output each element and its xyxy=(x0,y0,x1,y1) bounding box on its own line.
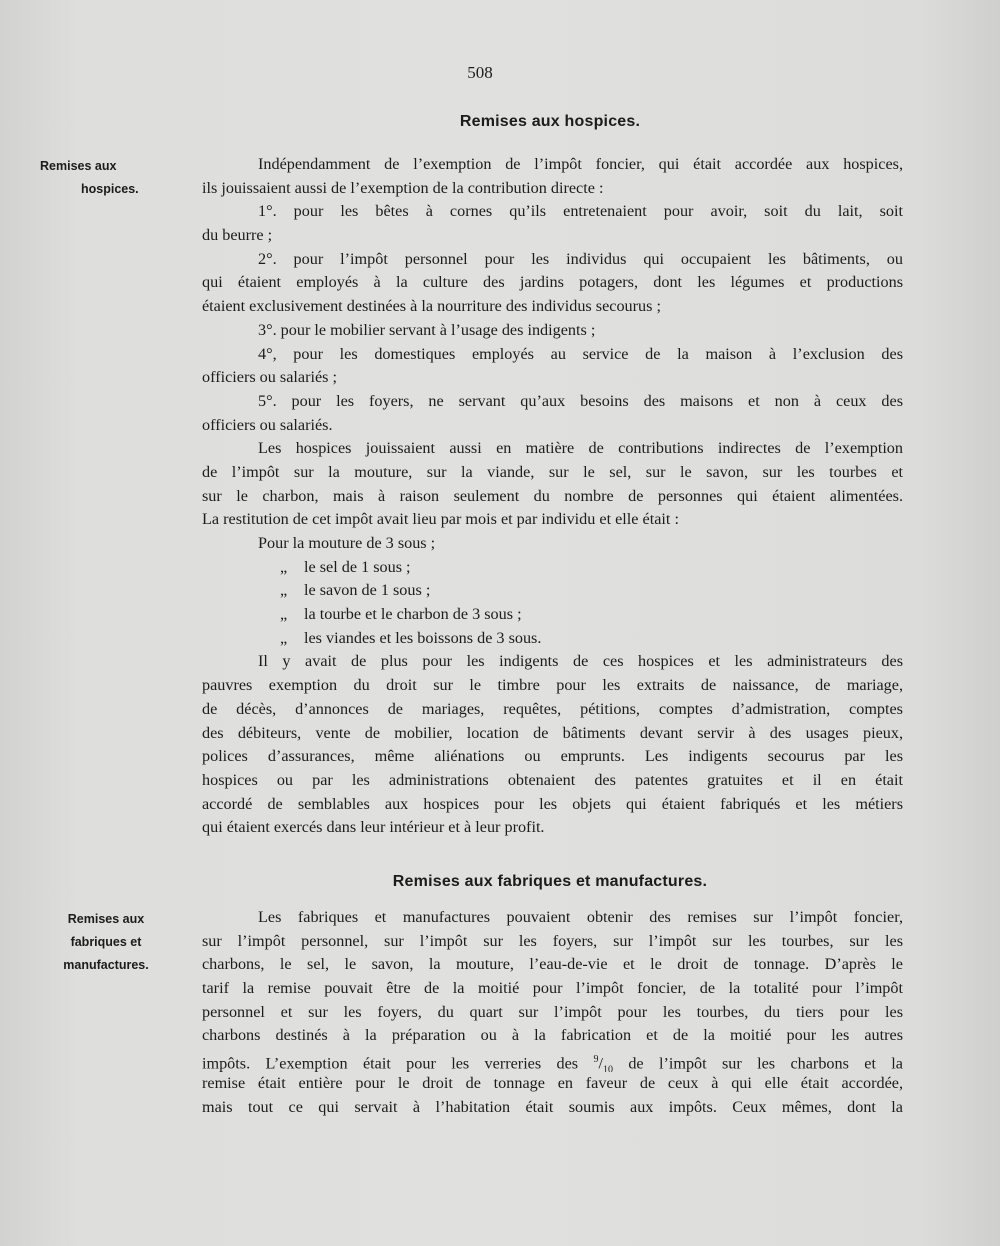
text-fragment: impôts. L’exemption était pour les verreries des xyxy=(202,1054,579,1072)
section-heading-fabriques: Remises aux fabriques et manufactures. xyxy=(392,873,708,890)
margin-note-line: fabriques et xyxy=(70,935,142,949)
margin-note-hospices xyxy=(40,155,185,201)
text-line: du beurre ; xyxy=(202,226,273,245)
ditto-mark: „ xyxy=(280,581,288,600)
text-line: La restitution de cet impôt avait lieu par mois et par individu et elle était : xyxy=(202,510,679,529)
text-line: hospices ou par les administrations obtenaient des patentes gratuites et il en était xyxy=(202,770,903,789)
text-line: polices d’assurances, même aliénations ou emprunts. Les indigents secourus par les xyxy=(202,747,903,766)
margin-note-line: Remises aux xyxy=(40,159,117,173)
paragraph-group xyxy=(202,1072,903,1119)
ditto-text: la tourbe et le charbon de 3 sous ; xyxy=(304,605,522,624)
ditto-text: le savon de 1 sous ; xyxy=(304,581,431,600)
text-line: 4°, pour les domestiques employés au service de la maison à l’exclusion des xyxy=(258,344,903,363)
text-line: accordé de semblables aux hospices pour les objets qui étaient fabriqués et les métiers xyxy=(202,794,903,813)
text-line: Les fabriques et manufactures pouvaient obtenir des remises sur l’impôt foncier, xyxy=(258,908,903,926)
page-number: 508 xyxy=(467,63,493,82)
section-body-fabriques xyxy=(202,906,903,1119)
fraction-slash: / xyxy=(598,1054,603,1072)
text-line: remise était entière pour le droit de tonnage en faveur de ceux à qui elle était accordée, xyxy=(202,1073,903,1092)
text-line: mais tout ce qui servait à l’habitation était soumis aux impôts. Ceux mêmes, dont la xyxy=(202,1097,903,1116)
ditto-mark: „ xyxy=(280,605,288,624)
text-line: qui étaient employés à la culture des jardins potagers, dont les légumes et productions xyxy=(202,273,903,292)
paragraph-group xyxy=(202,906,903,1048)
ditto-line xyxy=(202,603,903,627)
text-line: des débiteurs, vente de mobilier, location de bâtiments devant servir à des usages pieux, xyxy=(202,723,903,742)
text-line: sur l’impôt personnel, sur l’impôt sur les foyers, sur l’impôt sur les tourbes, sur les xyxy=(202,931,903,950)
text-line: pauvres exemption du droit sur le timbre pour les extraits de naissance, de mariage, xyxy=(202,676,903,695)
text-line: sur le charbon, mais à raison seulement du nombre de personnes qui étaient alimentées. xyxy=(202,486,903,505)
text-line: 5°. pour les foyers, ne servant qu’aux besoins des maisons et non à ceux des xyxy=(258,391,903,410)
text-line: officiers ou salariés. xyxy=(202,415,333,434)
ditto-mark: „ xyxy=(280,628,288,647)
text-line-fraction xyxy=(202,1048,903,1072)
text-line: Les hospices jouissaient aussi en matière de contributions indirectes de l’exemption xyxy=(258,439,903,458)
margin-note-line: hospices. xyxy=(81,182,139,196)
text-line: Indépendamment de l’exemption de l’impôt foncier, qui était accordée aux hospices, xyxy=(258,155,903,173)
ditto-text: les viandes et les boissons de 3 sous. xyxy=(304,628,542,647)
section-body-hospices xyxy=(202,153,903,840)
text-line: ils jouissaient aussi de l’exemption de la contribution directe : xyxy=(202,178,604,197)
text-line: charbons destinés à la préparation ou à la fabrication et de la moitié pour les autres xyxy=(202,1026,903,1045)
text-line: 3°. pour le mobilier servant à l’usage des indigents ; xyxy=(258,320,596,339)
ditto-line xyxy=(202,579,903,603)
fraction-denominator: 10 xyxy=(602,1064,613,1072)
text-line: de décès, d’annonces de mariages, requêtes, pétitions, comptes d’admistration, comptes xyxy=(202,699,903,718)
ditto-line xyxy=(202,556,903,580)
text-line: 2°. pour l’impôt personnel pour les individus qui occupaient les bâtiments, ou xyxy=(258,249,903,268)
text-line: Pour la mouture de 3 sous ; xyxy=(258,534,436,552)
margin-note-fabriques xyxy=(40,908,172,977)
text-line: qui étaient exercés dans leur intérieur et à leur profit. xyxy=(202,818,545,837)
text-line: 1°. pour les bêtes à cornes qu’ils entretenaient pour avoir, soit du lait, soit xyxy=(258,202,903,221)
section-heading-hospices: Remises aux hospices. xyxy=(459,113,641,130)
margin-note-line: Remises aux xyxy=(67,912,145,926)
ditto-text: le sel de 1 sous ; xyxy=(304,557,411,576)
text-line: personnel et sur les foyers, du quart sur l’impôt pour les tourbes, du tiers pour les xyxy=(202,1002,903,1021)
text-line: étaient exclusivement destinées à la nourriture des individus secourus ; xyxy=(202,297,661,316)
text-line: charbons, le sel, le savon, la mouture, l’eau-de-vie et le droit de tonnage. D’après le xyxy=(202,955,903,974)
text-line: de l’impôt sur la mouture, sur la viande, sur le sel, sur le savon, sur les tourbes et xyxy=(202,462,903,481)
ditto-line xyxy=(202,627,903,651)
text-line: Il y avait de plus pour les indigents de ces hospices et les administrateurs des xyxy=(258,652,903,671)
text-line: tarif la remise pouvait être de la moitié pour l’impôt foncier, de la totalité pour l’impôt xyxy=(202,979,903,998)
ditto-mark: „ xyxy=(280,557,288,576)
margin-note-line: manufactures. xyxy=(63,958,149,972)
text-fragment: de l’impôt sur les charbons et la xyxy=(628,1054,903,1072)
fraction-numerator: 9 xyxy=(593,1054,599,1066)
text-line: officiers ou salariés ; xyxy=(202,368,338,387)
